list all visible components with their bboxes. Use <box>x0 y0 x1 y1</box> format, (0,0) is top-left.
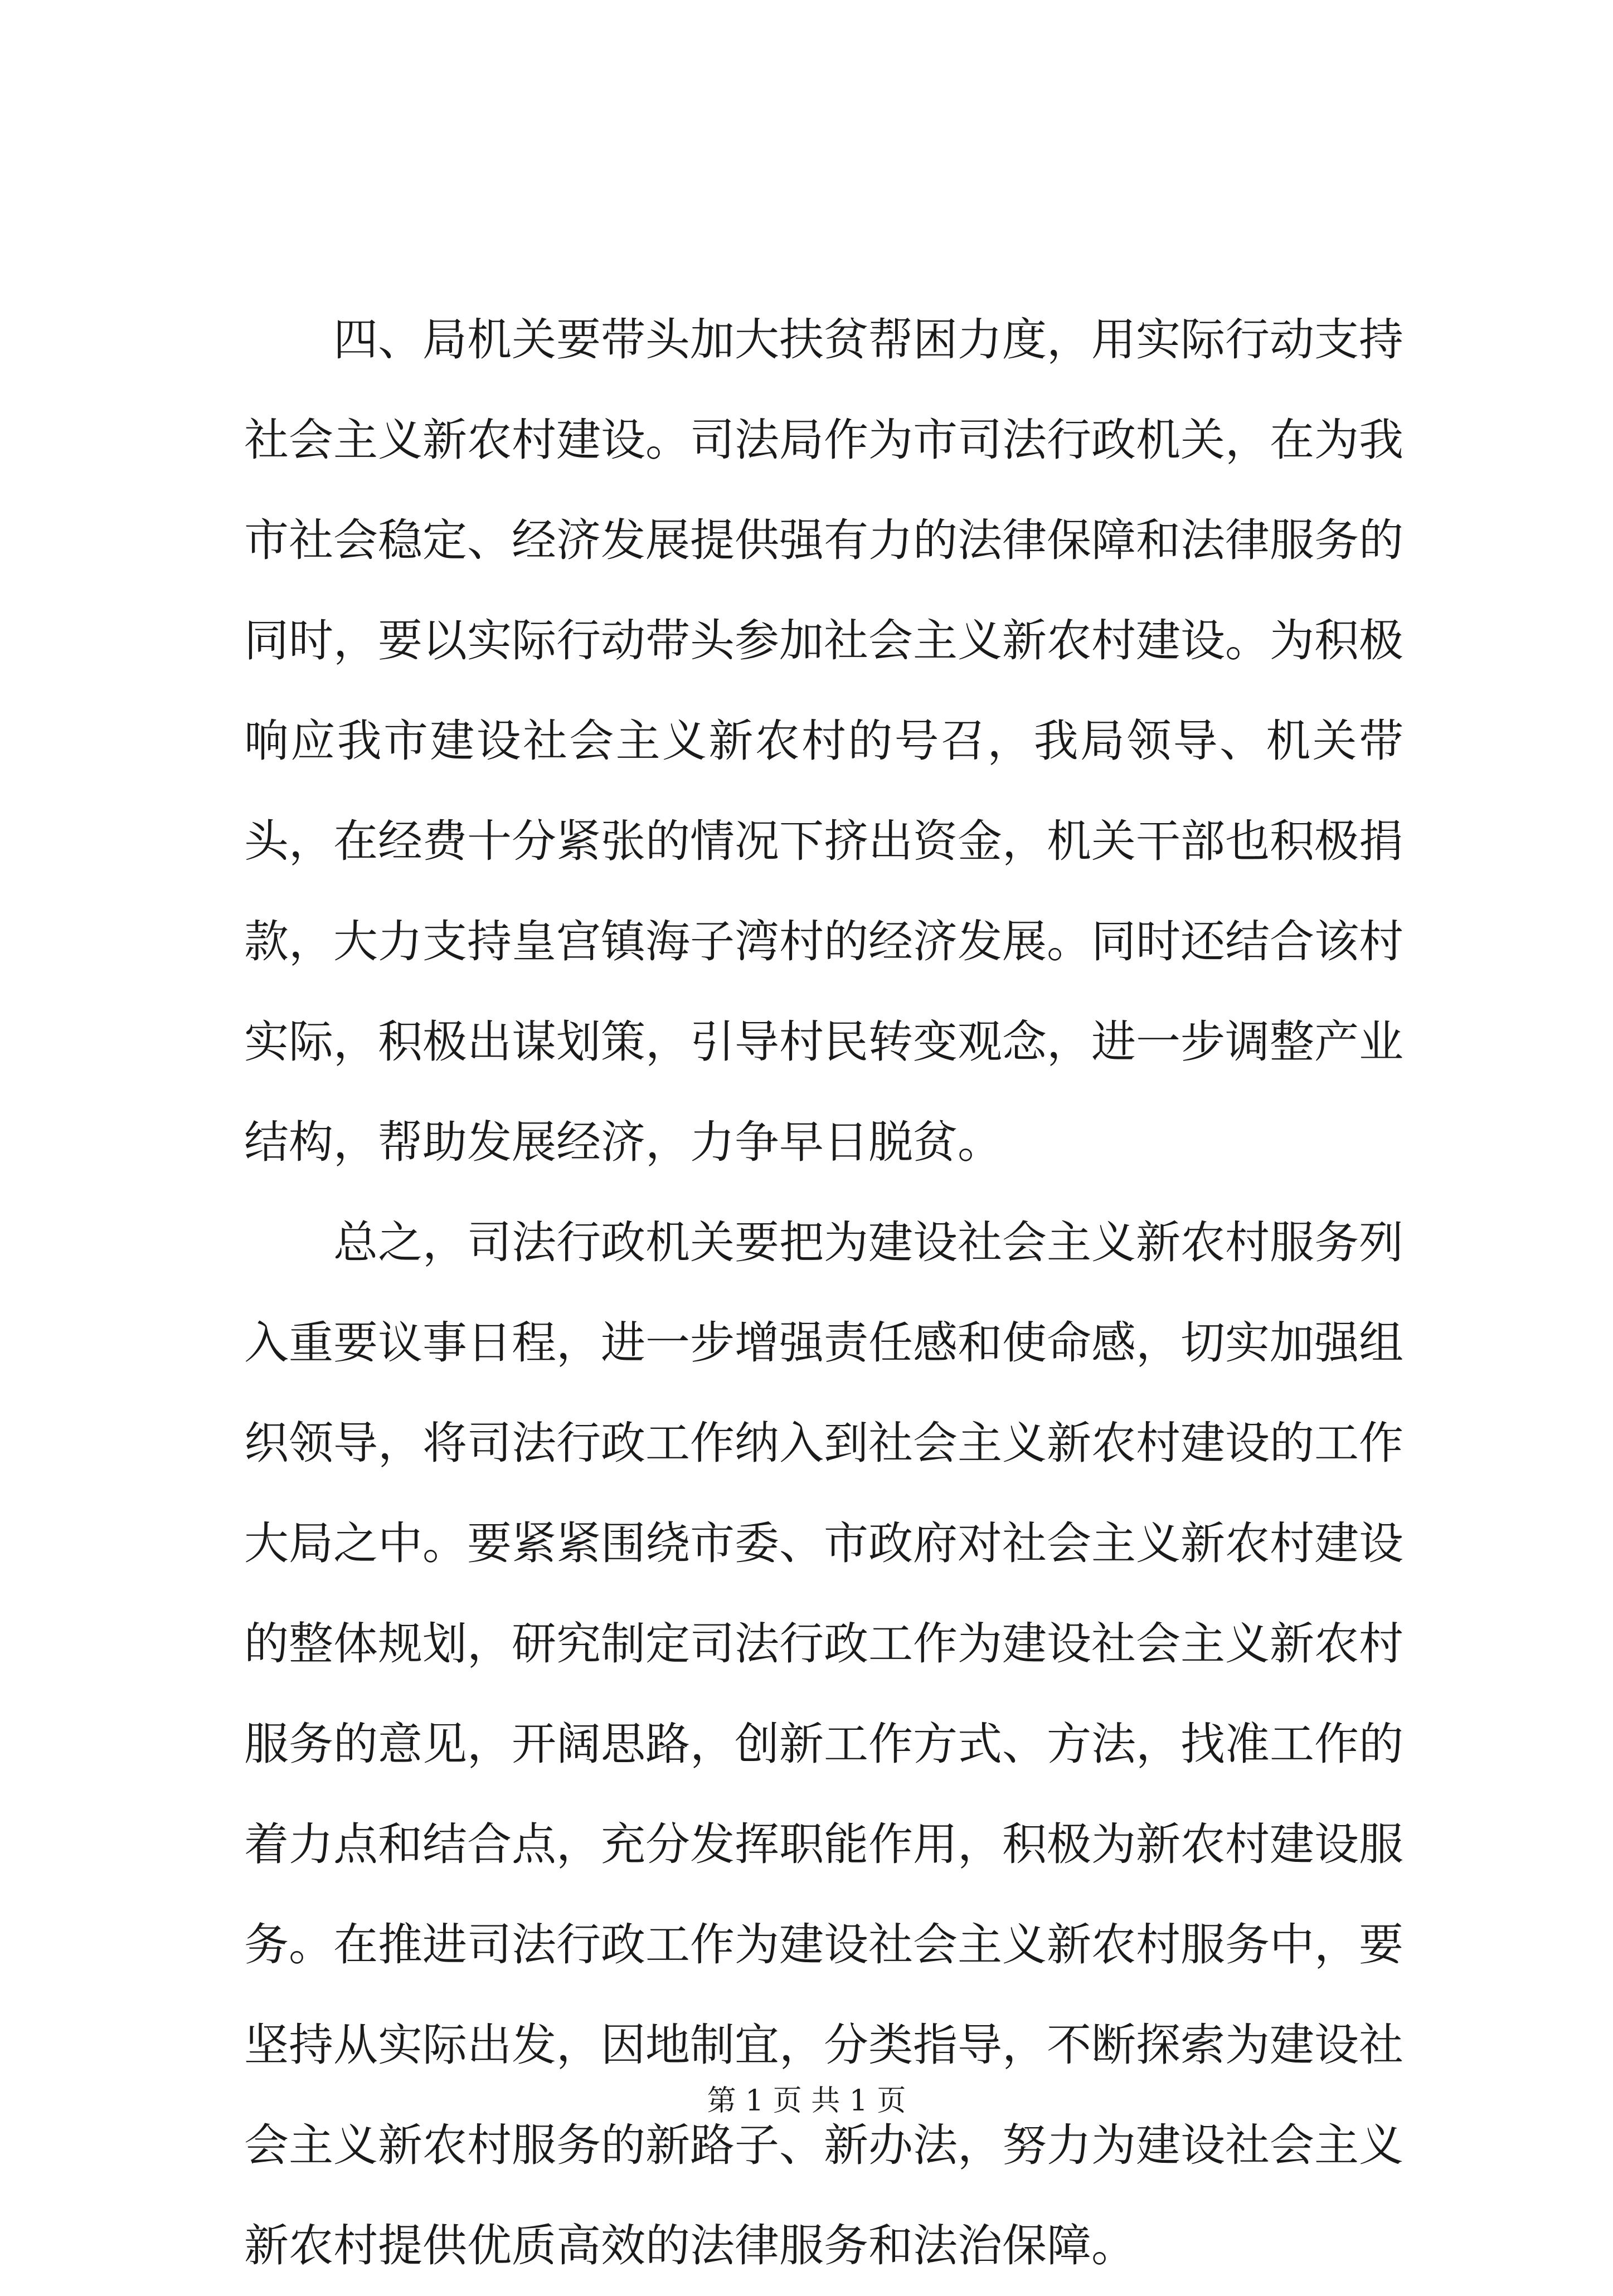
paragraph-conclusion: 总之，司法行政机关要把为建设社会主义新农村服务列入重要议事日程，进一步增强责任感和使命感，切实加强组织领导，将司法行政工作纳入到社会主义新农村建设的工作大局之中。要紧紧围绕市委、市政府对社会主义新农村建设的整体规划，研究制定司法行政工作为建设社会主义新农村服务的意见，开阔思路，创新工作方式、方法，找准工作的着力点和结合点，充分发挥职能作用，积极为新农村建设服务。在推进司法行政工作为建设社会主义新农村服务中，要坚持从实际出发，因地制宜，分类指导，不断探索为建设社会主义新农村服务的新路子、新办法，努力为建设社会主义新农村提供优质高效的法律服务和法治保障。 <box>244 1217 1403 2271</box>
page-number-footer: 第 1 页 共 1 页 <box>707 2084 906 2118</box>
paragraph-poverty-relief: 四、局机关要带头加大扶贫帮困力度，用实际行动支持社会主义新农村建设。司法局作为市司法行政机关，在为我市社会稳定、经济发展提供强有力的法律保障和法律服务的同时，要以实际行动带头参加社会主义新农村建设。为积极响应我市建设社会主义新农村的号召，我局领导、机关带头，在经费十分紧张的情况下挤出资金，机关干部也积极捐款，大力支持皇宫镇海子湾村的经济发展。同时还结合该村实际，积极出谋划策，引导村民转变观念，进一步调整产业结构，帮助发展经济，力争早日脱贫。 <box>244 314 1403 1168</box>
document-body <box>244 290 1403 2296</box>
